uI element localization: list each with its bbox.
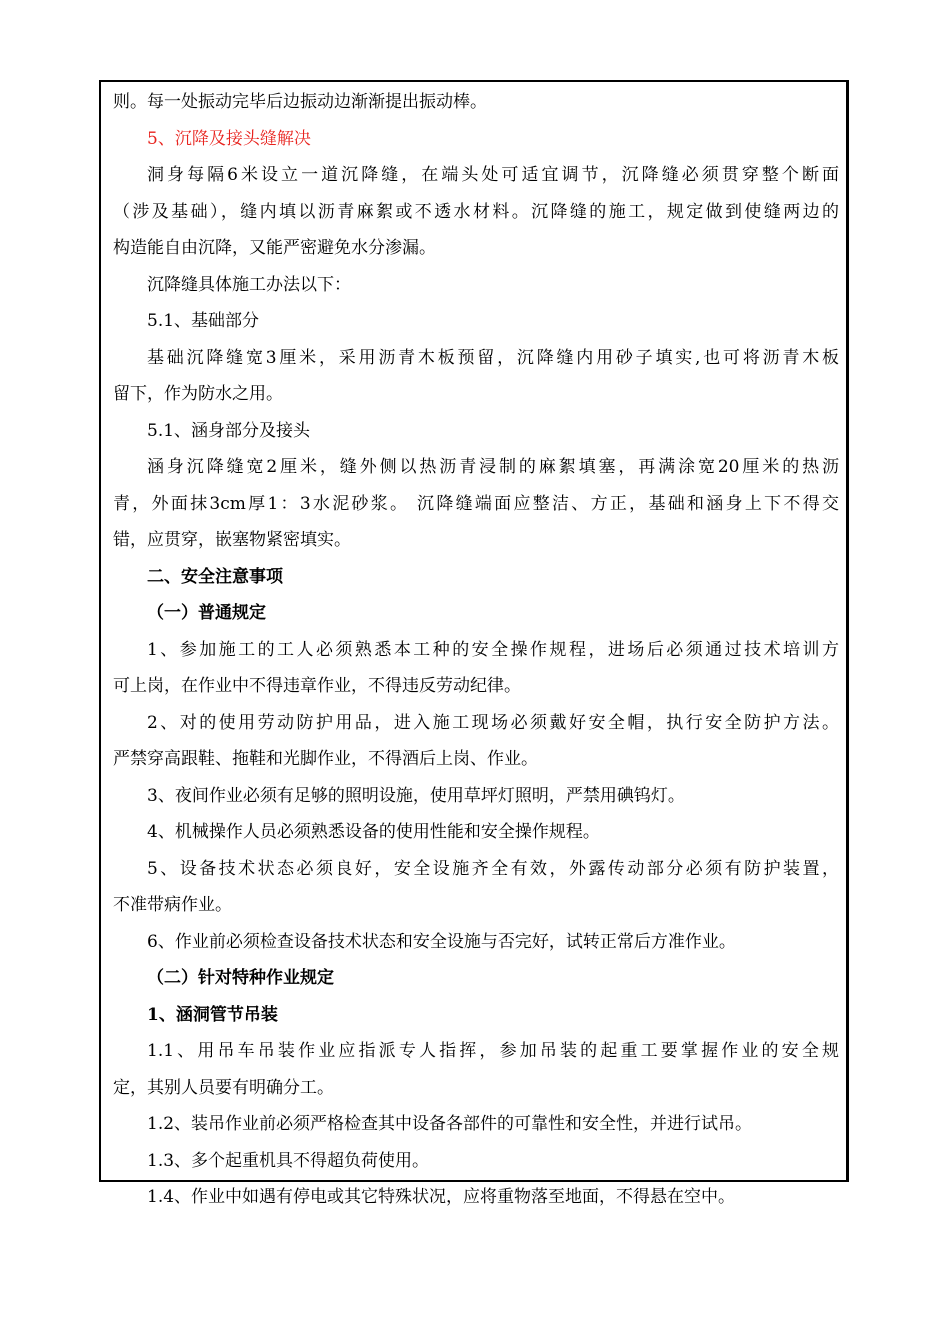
- text-line: 6、作业前必须检查设备技术状态和安全设施与否完好，试转正常后方准作业。: [147, 931, 736, 952]
- text-line: 洞身每隔6米设立一道沉降缝，在端头处可适宜调节，沉降缝必须贯穿整个断面: [147, 165, 839, 185]
- text-line: 3、夜间作业必须有足够的照明设施，使用草坪灯照明，严禁用碘钨灯。: [147, 785, 685, 806]
- text-line: 严禁穿高跟鞋、拖鞋和光脚作业，不得酒后上岗、作业。: [113, 749, 538, 769]
- text-line: 1.4、作业中如遇有停电或其它特殊状况，应将重物落至地面，不得悬在空中。: [147, 1187, 736, 1207]
- text-line: 1.1、用吊车吊装作业应指派专人指挥，参加吊装的起重工要掌握作业的安全规: [147, 1041, 839, 1061]
- text-line: 5、沉降及接头缝解决: [147, 128, 311, 149]
- document-body: [113, 84, 839, 1216]
- text-line: 5.1、基础部分: [147, 311, 260, 331]
- text-line: 涵身沉降缝宽2厘米，缝外侧以热沥青浸制的麻絮填塞，再满涂宽20厘米的热沥: [147, 457, 839, 477]
- text-line: 不准带病作业。: [113, 895, 232, 915]
- text-line: 留下，作为防水之用。: [113, 384, 283, 404]
- text-line: （二）针对特种作业规定: [147, 968, 334, 988]
- text-line: 4、机械操作人员必须熟悉设备的使用性能和安全操作规程。: [147, 822, 600, 842]
- text-line: 沉降缝具体施工办法以下：: [147, 274, 351, 295]
- text-line: 错，应贯穿，嵌塞物紧密填实。: [113, 530, 351, 550]
- text-line: 1.2、装吊作业前必须严格检查其中设备各部件的可靠性和安全性，并进行试吊。: [147, 1114, 753, 1134]
- text-line: 则。每一处振动完毕后边振动边渐渐提出振动棒。: [113, 92, 487, 112]
- text-line: 1、参加施工的工人必须熟悉本工种的安全操作规程，进场后必须通过技术培训方: [147, 639, 839, 660]
- text-line: （一）普通规定: [147, 603, 266, 623]
- text-line: 5、设备技术状态必须良好，安全设施齐全有效，外露传动部分必须有防护装置，: [147, 858, 839, 879]
- text-line: 2、对的使用劳动防护用品，进入施工现场必须戴好安全帽，执行安全防护方法。: [147, 712, 839, 733]
- text-line: 定，其别人员要有明确分工。: [113, 1077, 334, 1098]
- text-line: 可上岗，在作业中不得违章作业，不得违反劳动纪律。: [113, 676, 521, 696]
- text-line: 5.1、涵身部分及接头: [147, 420, 311, 441]
- text-line: 青，外面抹3cm厚1：3水泥砂浆。 沉降缝端面应整洁、方正，基础和涵身上下不得交: [113, 493, 839, 514]
- text-line: 构造能自由沉降，又能严密避免水分渗漏。: [113, 238, 436, 258]
- text-line: 二、安全注意事项: [147, 566, 283, 587]
- text-line: 1.3、多个起重机具不得超负荷使用。: [147, 1150, 430, 1171]
- text-line: 1、涵洞管节吊装: [147, 1004, 278, 1025]
- text-line: 基础沉降缝宽3厘米，采用沥青木板预留，沉降缝内用砂子填实,也可将沥青木板: [147, 347, 839, 368]
- text-line: （涉及基础），缝内填以沥青麻絮或不透水材料。沉降缝的施工，规定做到使缝两边的: [113, 201, 839, 222]
